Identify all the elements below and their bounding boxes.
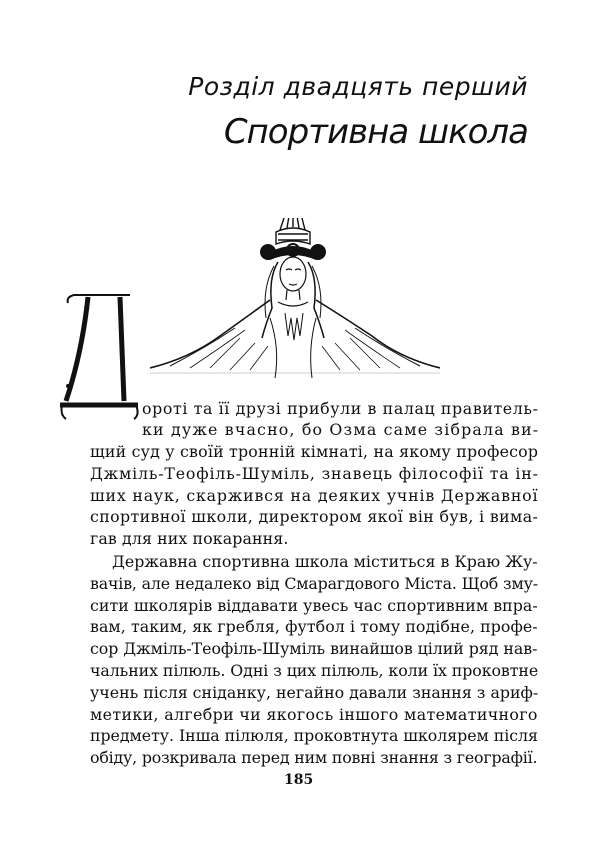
drop-cap xyxy=(60,293,140,421)
text-line: вачів, але недалеко від Смарагдового Міста. Щоб зму- xyxy=(90,574,538,593)
text-line: ших наук, скаржився на деяких учнів Державної xyxy=(90,486,539,505)
text-line: спортивної школи, директором якої він був, і вима- xyxy=(90,507,539,526)
text-line: щий суд у своїй тронній кімнаті, на якому професор xyxy=(90,442,539,461)
text-line: Джміль-Теофіль-Шуміль, знавець філософії та ін- xyxy=(90,464,539,483)
text-line: сор Джміль-Теофіль-Шуміль винайшов цілий ряд нав- xyxy=(90,639,538,658)
drop-cap-ornament xyxy=(66,384,70,388)
text-line: предмету. Інша пілюля, проковтнута школярем після xyxy=(90,726,538,745)
text-line: метики, алгебри чи якогось іншого математичного xyxy=(90,705,538,724)
text-line: сити школярів віддавати увесь час спортивним впра- xyxy=(90,596,538,615)
page-number: 185 xyxy=(284,772,314,788)
text-line: обіду, розкривала перед ним повні знання з географії. xyxy=(90,748,538,767)
text-line: чальних пілюль. Одні з цих пілюль, коли їх проковтне xyxy=(90,661,539,680)
illustration-princess xyxy=(150,218,440,393)
chapter-title: Спортивна школа xyxy=(223,112,528,152)
text-line: гав для них покарання. xyxy=(90,529,289,548)
text-line: ороті та її друзі прибули в палац правитель- xyxy=(142,399,539,418)
text-line: ки дуже вчасно, бо Озма саме зібрала ви- xyxy=(142,420,540,439)
text-line: учень після сніданку, негайно давали знання з ариф- xyxy=(90,683,539,702)
text-line: вам, таким, як гребля, футбол і тому подібне, профе- xyxy=(90,617,538,636)
text-line: Державна спортивна школа міститься в Краю Жу- xyxy=(112,552,538,571)
chapter-label: Розділ двадцять перший xyxy=(188,72,528,101)
